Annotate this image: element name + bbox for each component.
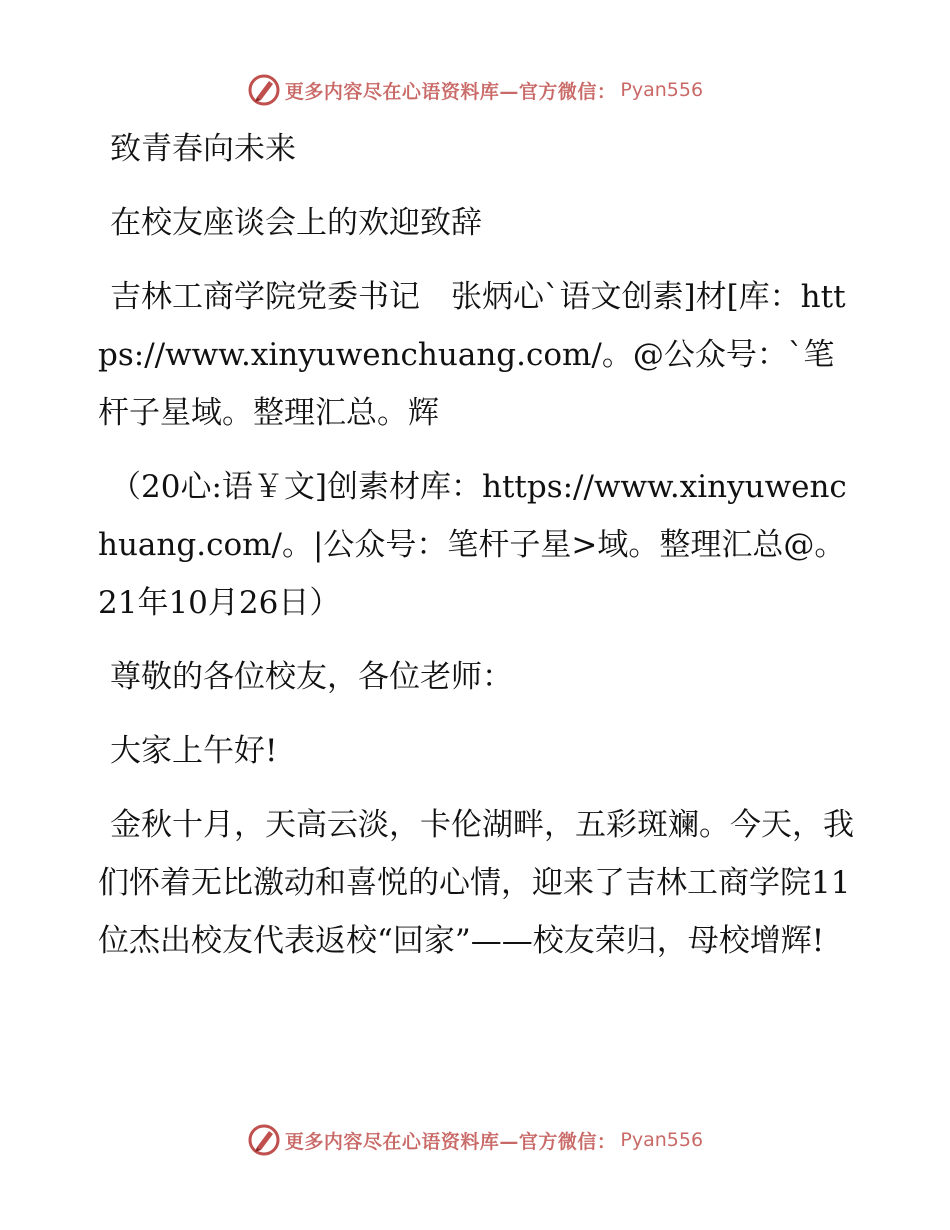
doc-body-paragraph: 金秋十月，天高云淡，卡伦湖畔，五彩斑斓。今天，我们怀着无比激动和喜悦的心情，迎来了吉林工商学院11位杰出校友代表返校“回家”——校友荣归，母校增辉! [98,807,854,959]
banner-text: 更多内容尽在心语资料库—官方微信： [284,80,617,103]
footer-banner [0,1122,950,1158]
banner-text: 更多内容尽在心语资料库—官方微信： [284,1130,617,1153]
banner-wechat-id: Pyan556 [620,79,704,101]
header-banner [0,72,950,108]
doc-date-line: （20心:语￥文]创素材库：https://www.xinyuwenchuang.com/。|公众号：笔杆子星>域。整理汇总@。21年10月26日） [98,469,847,621]
doc-author-line: 吉林工商学院党委书记 张炳心`语文创素]材[库：https://www.xinyuwenchuang.com/。@公众号：`笔杆子星域。整理汇总。辉 [98,279,846,431]
banner-wechat-id: Pyan556 [620,1129,704,1151]
doc-subtitle: 在校友座谈会上的欢迎致辞 [110,205,482,241]
pen-circle-icon [247,1123,281,1157]
pen-circle-icon [247,73,281,107]
doc-salutation: 尊敬的各位校友，各位老师： [110,659,513,695]
doc-greeting: 大家上午好! [110,733,278,769]
doc-title: 致青春向未来 [110,131,296,167]
document-body [98,120,858,986]
